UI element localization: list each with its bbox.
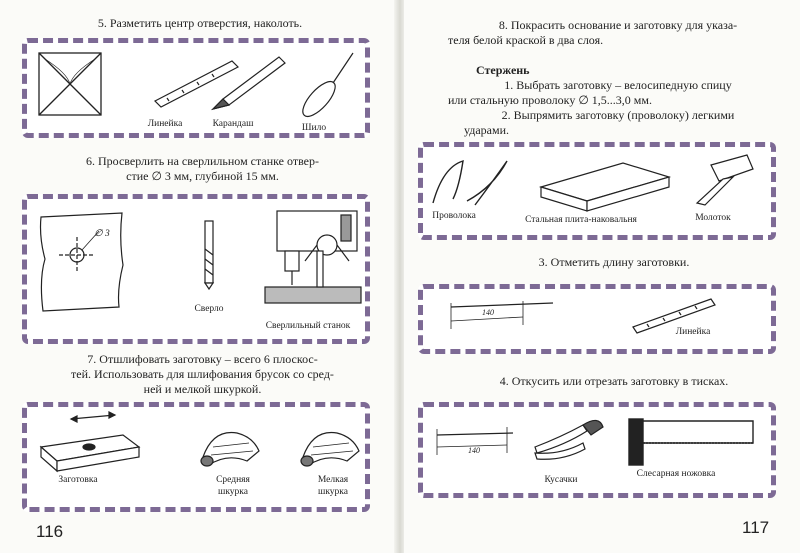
hacksaw-label: Слесарная ножовка [636,469,716,479]
pencil-label: Карандаш [212,119,254,129]
step5-text: 5. Разметить центр отверстия, наколоть. [97,16,303,30]
rod-length-mark: 140 [482,308,494,317]
rod-step4-text: 4. Откусить или отрезать заготовку в тисках. [499,374,729,388]
drilling-machine-icon [265,211,361,303]
workpiece-label: Заготовка [58,475,98,485]
wire-cutters-label: Кусачки [544,475,578,485]
ruler-label-right: Линейка [675,327,711,337]
step7-sanding-frame [22,402,370,512]
rod-heading: Стержень [476,63,530,77]
wire-icon [433,161,507,205]
medium-sandpaper-label-1: Средняя [216,475,250,485]
steel-anvil-plate-icon [541,163,669,211]
drill-bit-icon [205,221,213,289]
awl-icon [298,53,353,121]
rod-step4-frame [418,402,776,498]
hacksaw-icon [629,419,753,465]
fine-sandpaper-label-1: Мелкая [317,475,349,485]
step6-illustration [27,199,367,341]
fine-sandpaper-label-2: шкурка [318,487,348,497]
hammer-icon [697,155,753,205]
step8-text-line2: теля белой краской в два слоя. [448,33,604,47]
rod-step2-line2: ударами. [464,123,510,137]
rod-step1-line2: или стальную проволоку ∅ 1,5...3,0 мм. [448,93,652,107]
cut-length-mark: 140 [468,446,480,455]
rod-step1-line1: 1. Выбрать заготовку – велосипедную спицу [504,78,732,92]
awl-label: Шило [301,123,327,133]
step6-text-line2: стие ∅ 3 мм, глубиной 15 мм. [126,169,279,183]
rod-step2-line1: 2. Выпрямить заготовку (проволоку) легкими [501,108,735,122]
workpiece-block-icon [41,412,139,471]
rod-step2-frame [418,142,776,240]
drilling-machine-label: Сверлильный станок [265,321,351,331]
page-number-left: 116 [36,522,64,541]
step6-drilling-frame [22,194,370,344]
ruler-label: Линейка [147,119,183,129]
step7-text-line1: 7. Отшлифовать заготовку – всего 6 плоскос- [87,352,318,366]
step7-text-line3: ней и мелкой шкуркой. [143,382,262,396]
step6-text-line1: 6. Просверлить на сверлильном станке отвер- [85,154,319,168]
step5-illustration [27,43,367,135]
rod-step3-frame [418,284,776,354]
medium-sandpaper-label-2: шкурка [218,487,248,497]
right-page [404,0,800,553]
marked-square-icon [39,53,101,115]
rod-step3-illustration [423,289,773,351]
anvil-plate-label: Стальная плита-наковальня [525,215,637,225]
left-page [0,0,396,553]
fine-sandpaper-block-icon [301,433,359,467]
hammer-label: Молоток [695,213,731,223]
medium-sandpaper-block-icon [201,433,259,467]
rod-step3-text: 3. Отметить длину заготовки. [538,255,690,269]
step5-tools-frame [22,38,370,138]
workpiece-plan-icon [41,213,124,311]
drill-bit-label: Сверло [194,304,224,314]
step7-text-line2: тей. Использовать для шлифования брусок со сред- [71,367,334,381]
wire-label: Проволока [432,211,476,221]
page-number-right: 117 [742,518,770,537]
step8-text-line1: 8. Покрасить основание и заготовку для указа- [498,18,738,32]
hole-diameter-label: ∅ 3 [94,229,110,239]
wire-cutters-icon [535,420,603,459]
